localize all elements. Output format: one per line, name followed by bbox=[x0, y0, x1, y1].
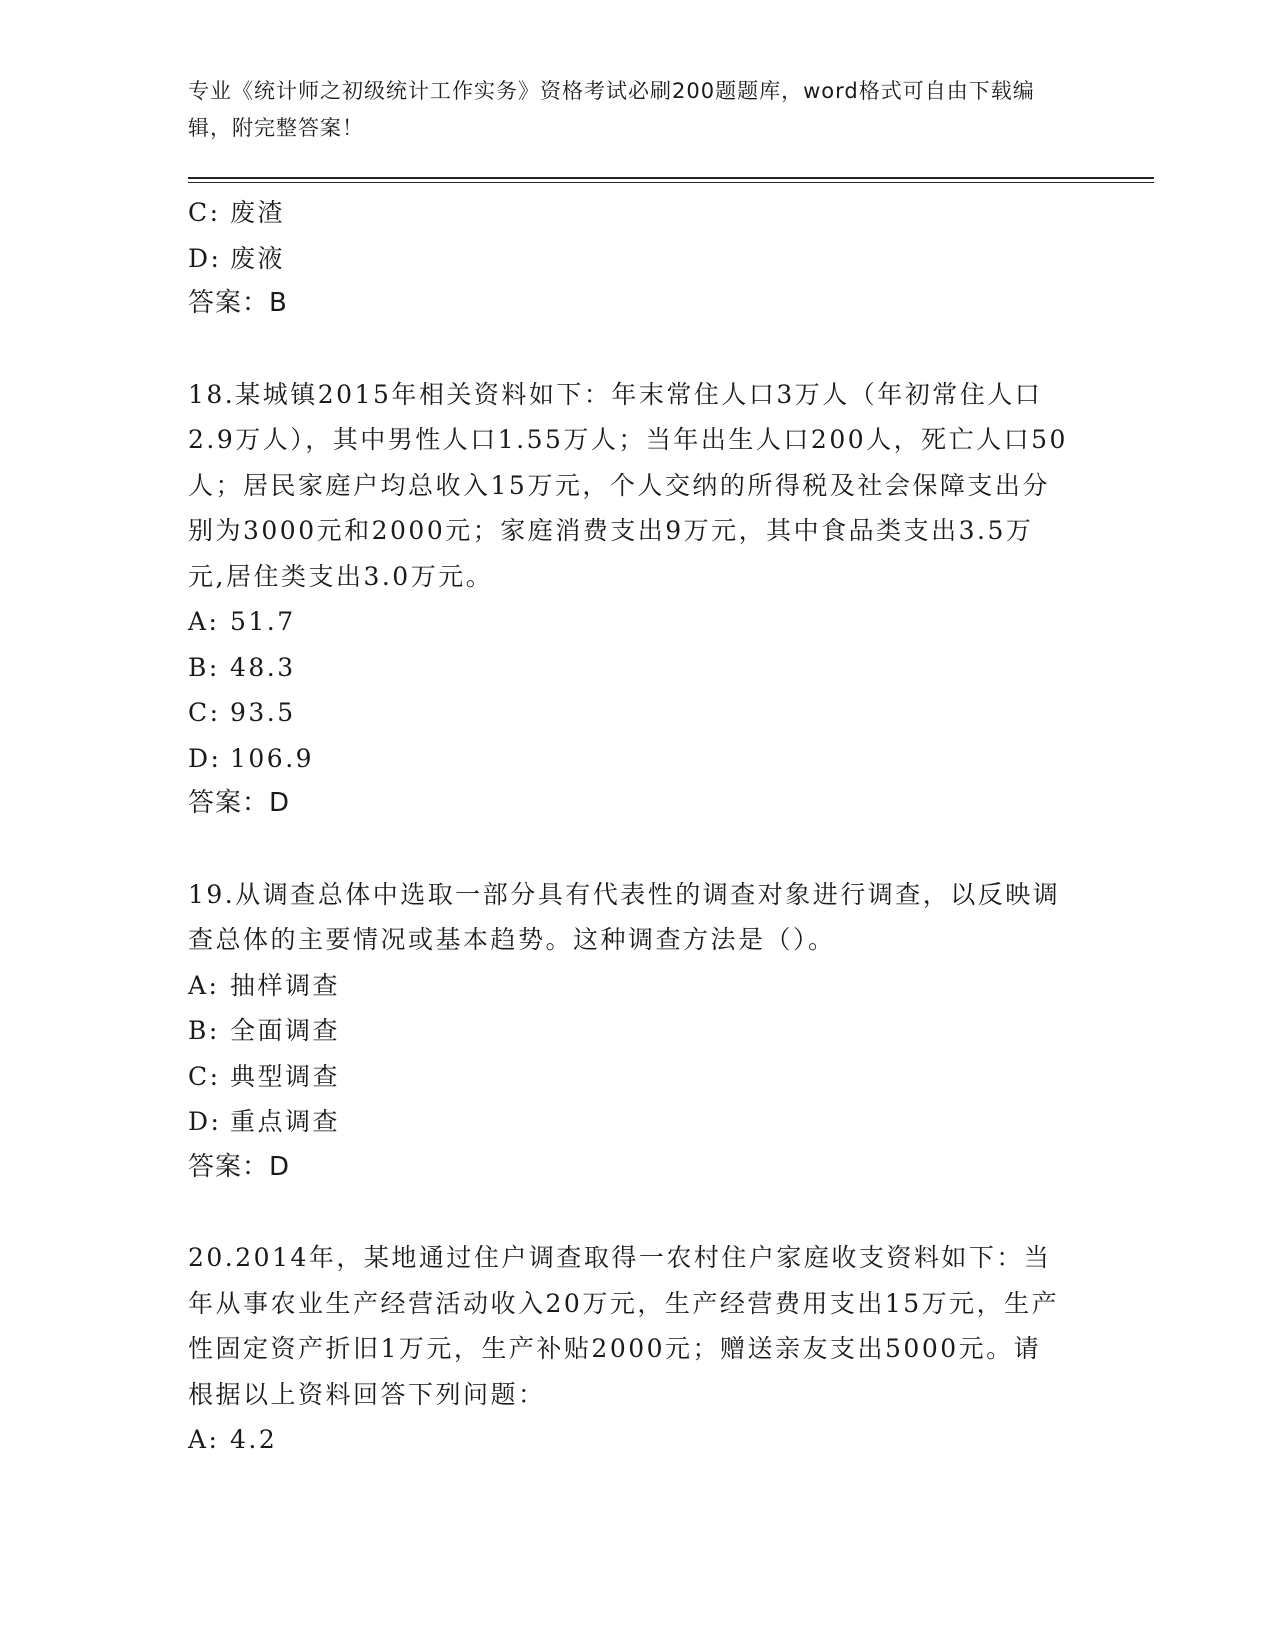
option-label: A: bbox=[188, 607, 220, 636]
question-stem: 20.2014年，某地通过住户调查取得一农村住户家庭收支资料如下：当年从事农业生产经营活动收入20万元，生产经营费用支出15万元，生产性固定资产折旧1万元，生产补贴2000元；赠送亲友支出5000元。请根据以上资料回答下列问题： bbox=[188, 1243, 1060, 1409]
option-text: 全面调查 bbox=[230, 1016, 341, 1045]
option-c bbox=[188, 690, 1088, 736]
option-d bbox=[188, 736, 1088, 782]
option-label: A: bbox=[188, 1425, 220, 1454]
option-a bbox=[188, 1417, 1088, 1463]
question-17 bbox=[188, 190, 1088, 327]
option-label: C: bbox=[188, 198, 221, 227]
option-text: 93.5 bbox=[230, 698, 296, 727]
option-text: 106.9 bbox=[230, 743, 315, 773]
option-b bbox=[188, 645, 1088, 691]
header-divider-thick bbox=[188, 177, 1154, 179]
option-text: 废液 bbox=[230, 243, 286, 273]
option-d bbox=[188, 236, 1088, 282]
question-20 bbox=[188, 1235, 1088, 1463]
answer-line: 答案：D bbox=[188, 1151, 291, 1182]
option-a bbox=[188, 963, 1088, 1009]
document-body bbox=[188, 190, 1088, 1463]
document-header: 专业《统计师之初级统计工作实务》资格考试必刷200题题库，word格式可自由下载编辑，附完整答案！ bbox=[188, 79, 1035, 140]
option-label: B: bbox=[188, 652, 220, 682]
option-text: 废渣 bbox=[230, 198, 286, 227]
question-stem: 18.某城镇2015年相关资料如下：年末常住人口3万人（年初常住人口2.9万人），其中男性人口1.55万人；当年出生人口200人，死亡人口50人；居民家庭户均总收入15万元，个人交纳的所得税及社会保障支出分别为3000元和2000元；家庭消费支出9万元，其中食品类支出3.5万元,居住类支出3.0万元。 bbox=[188, 379, 1068, 591]
question-19 bbox=[188, 872, 1088, 1191]
option-a bbox=[188, 599, 1088, 645]
option-label: D: bbox=[188, 1107, 222, 1136]
answer-line: 答案：D bbox=[188, 788, 291, 818]
option-label: A: bbox=[188, 970, 220, 1000]
option-label: B: bbox=[188, 1016, 220, 1045]
answer-line: 答案：B bbox=[188, 288, 288, 318]
option-label: D: bbox=[188, 743, 222, 773]
option-label: C: bbox=[188, 1061, 221, 1091]
header-divider-thin bbox=[188, 182, 1154, 183]
option-label: C: bbox=[188, 698, 221, 727]
option-c bbox=[188, 1054, 1088, 1100]
option-b bbox=[188, 1008, 1088, 1054]
option-text: 典型调查 bbox=[230, 1061, 341, 1091]
question-18 bbox=[188, 372, 1088, 827]
option-text: 重点调查 bbox=[230, 1107, 341, 1136]
option-text: 48.3 bbox=[230, 652, 296, 682]
option-text: 4.2 bbox=[230, 1425, 278, 1454]
option-text: 51.7 bbox=[230, 607, 296, 636]
option-d bbox=[188, 1099, 1088, 1145]
option-c bbox=[188, 190, 1088, 236]
option-label: D: bbox=[188, 243, 222, 273]
option-text: 抽样调查 bbox=[230, 970, 341, 1000]
question-stem: 19.从调查总体中选取一部分具有代表性的调查对象进行调查，以反映调查总体的主要情况或基本趋势。这种调查方法是（）。 bbox=[188, 879, 1061, 954]
